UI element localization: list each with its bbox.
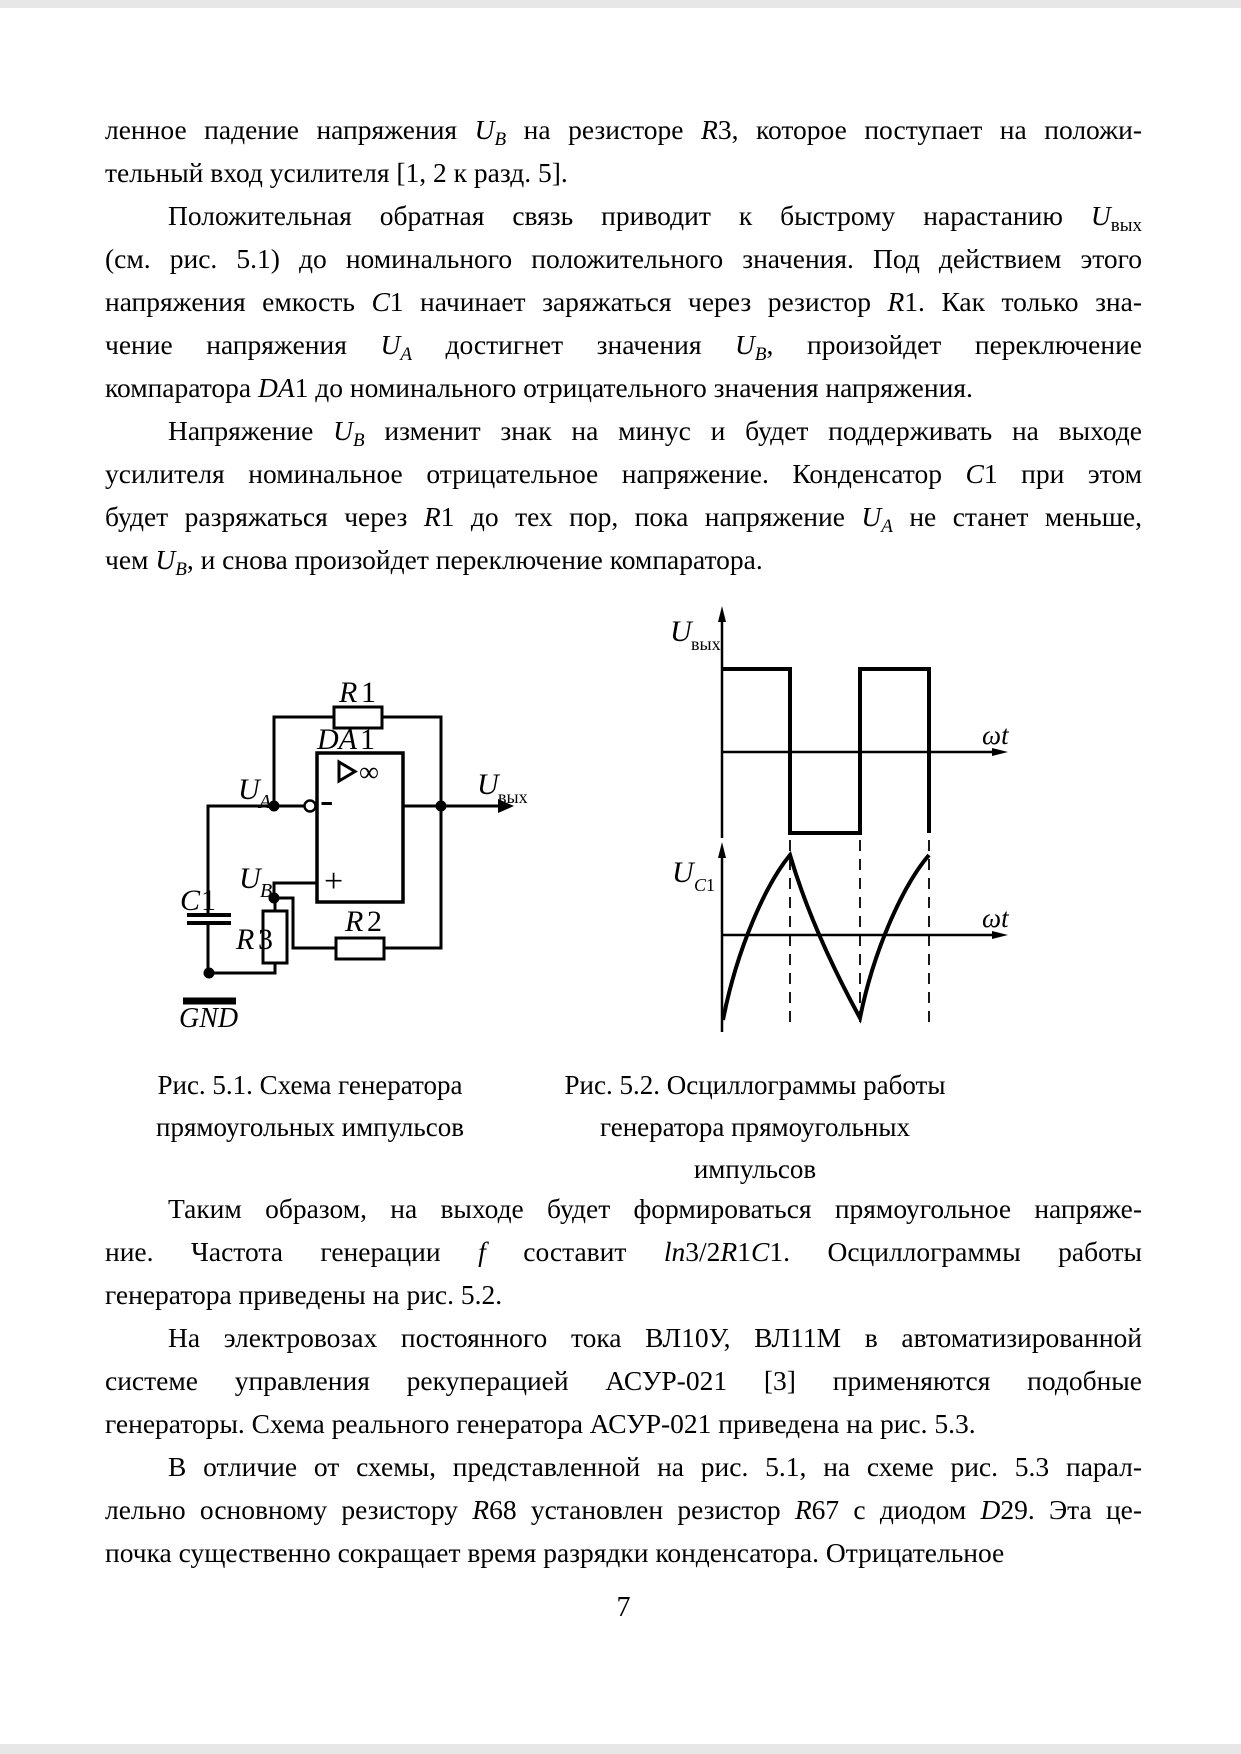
label-uout-axis: U bbox=[670, 615, 692, 648]
text-line: Напряжение $U_B$ изменит знак на минус и будет поддерживать на выходе bbox=[168, 415, 1142, 451]
label-uout: U bbox=[477, 768, 499, 801]
text-line: Таким образом, на выходе будет формироваться прямоугольное напряже- bbox=[168, 1193, 1142, 1224]
text-line: чем $U_B$, и снова произойдет переключение компаратора. bbox=[105, 544, 763, 580]
caption-line: импульсов bbox=[693, 1154, 817, 1184]
text-line: будет разряжаться через R1 до тех пор, пока напряжение $U_A$ не станет меньше, bbox=[105, 501, 1142, 537]
text-line: На электровозах постоянного тока ВЛ10У, ВЛ11М в автоматизированной bbox=[168, 1322, 1142, 1353]
label-r2-num: 2 bbox=[367, 905, 382, 938]
caption-line: Рис. 5.2. Осциллограммы работы bbox=[564, 1070, 946, 1100]
label-uc1-axis: U bbox=[672, 856, 694, 889]
figure-5-2-oscillograms bbox=[580, 600, 1020, 1040]
figure-5-1-schematic bbox=[150, 590, 530, 1040]
page-number: 7 bbox=[616, 1592, 631, 1623]
scan-edge-top bbox=[0, 0, 1241, 8]
text-line: генератора приведены на рис. 5.2. bbox=[105, 1279, 503, 1310]
opamp-infinity-sign: ∞ bbox=[359, 757, 379, 788]
text-line: усилителя номинальное отрицательное напряжение. Конденсатор C1 при этом bbox=[105, 458, 1142, 489]
label-uc1-axis-sub-num: 1 bbox=[706, 875, 715, 895]
label-ua: U bbox=[238, 773, 260, 806]
label-wt-bottom: ωt bbox=[982, 903, 1009, 933]
body-text-block-2 bbox=[105, 1187, 1142, 1574]
figure-5-2-caption bbox=[535, 1064, 975, 1190]
label-da1: DA bbox=[317, 723, 357, 756]
label-wt-top: ωt bbox=[982, 720, 1009, 750]
text-line: системе управления рекуперацией АСУР-021 [3] применяются подобные bbox=[105, 1365, 1142, 1396]
label-ub: U bbox=[239, 862, 261, 895]
text-line: напряжения емкость C1 начинает заряжаться через резистор R1. Как только зна- bbox=[105, 286, 1142, 317]
label-r3: R bbox=[236, 923, 255, 956]
figure-5-1-caption bbox=[110, 1064, 510, 1148]
axis-arrow-uout bbox=[718, 606, 726, 622]
text-line: лельно основному резистору R68 установлен резистор R67 с диодом D29. Эта це- bbox=[105, 1494, 1142, 1525]
capacitor-voltage-curve bbox=[723, 855, 929, 1020]
text-line: Положительная обратная связь приводит к быстрому нарастанию $U_{вых}$ bbox=[168, 200, 1142, 236]
label-r1: R bbox=[339, 676, 358, 709]
label-r1-num: 1 bbox=[361, 676, 376, 709]
label-r3-num: 3 bbox=[258, 923, 273, 956]
opamp-plus-sign: + bbox=[324, 863, 344, 900]
label-da1-num: 1 bbox=[360, 723, 375, 756]
label-uout-axis-sub: вых bbox=[691, 634, 721, 654]
label-ub-sub: B bbox=[260, 880, 273, 902]
caption-line: генератора прямоугольных bbox=[600, 1112, 910, 1142]
caption-line: Рис. 5.1. Схема генератора bbox=[157, 1070, 463, 1100]
inverting-input-circle bbox=[305, 801, 316, 812]
node-dot-gnd bbox=[204, 968, 215, 979]
text-line: почка существенно сокращает время разрядки конденсатора. Отрицательное bbox=[105, 1537, 1005, 1568]
text-line: чение напряжения $U_A$ достигнет значения $U_B$, произойдет переключение bbox=[105, 329, 1142, 365]
label-c1: C bbox=[180, 884, 201, 917]
text-line: В отличие от схемы, представленной на рис. 5.1, на схеме рис. 5.3 парал- bbox=[168, 1451, 1142, 1482]
label-c1-num: 1 bbox=[201, 884, 216, 917]
label-ua-sub: A bbox=[259, 791, 272, 813]
node-dot-output bbox=[436, 801, 447, 812]
axis-arrow-uc1 bbox=[718, 842, 726, 858]
resistor-r2 bbox=[336, 938, 384, 959]
text-line: тельный вход усилителя [1, 2 к разд. 5]. bbox=[105, 157, 568, 188]
label-r2: R bbox=[345, 905, 364, 938]
text-line: компаратора DA1 до номинального отрицательного значения напряжения. bbox=[105, 372, 973, 403]
text-line: ние. Частота генерации f составит ln3/2R1C1. Осциллограммы работы bbox=[105, 1236, 1142, 1267]
label-gnd: GND bbox=[179, 1003, 239, 1034]
label-uc1-axis-sub: C bbox=[694, 875, 707, 895]
caption-line: прямоугольных импульсов bbox=[156, 1112, 464, 1142]
text-line: ленное падение напряжения $U_B$ на резисторе R3, которое поступает на положи- bbox=[105, 114, 1142, 150]
scan-edge-bottom bbox=[0, 1744, 1241, 1754]
label-uout-sub: вых bbox=[498, 787, 528, 807]
body-text-block-1 bbox=[105, 108, 1142, 581]
text-line: генераторы. Схема реального генератора АСУР-021 приведена на рис. 5.3. bbox=[105, 1408, 976, 1439]
opamp-minus-sign: - bbox=[320, 777, 334, 822]
text-line: (см. рис. 5.1) до номинального положительного значения. Под действием этого bbox=[105, 243, 1142, 274]
